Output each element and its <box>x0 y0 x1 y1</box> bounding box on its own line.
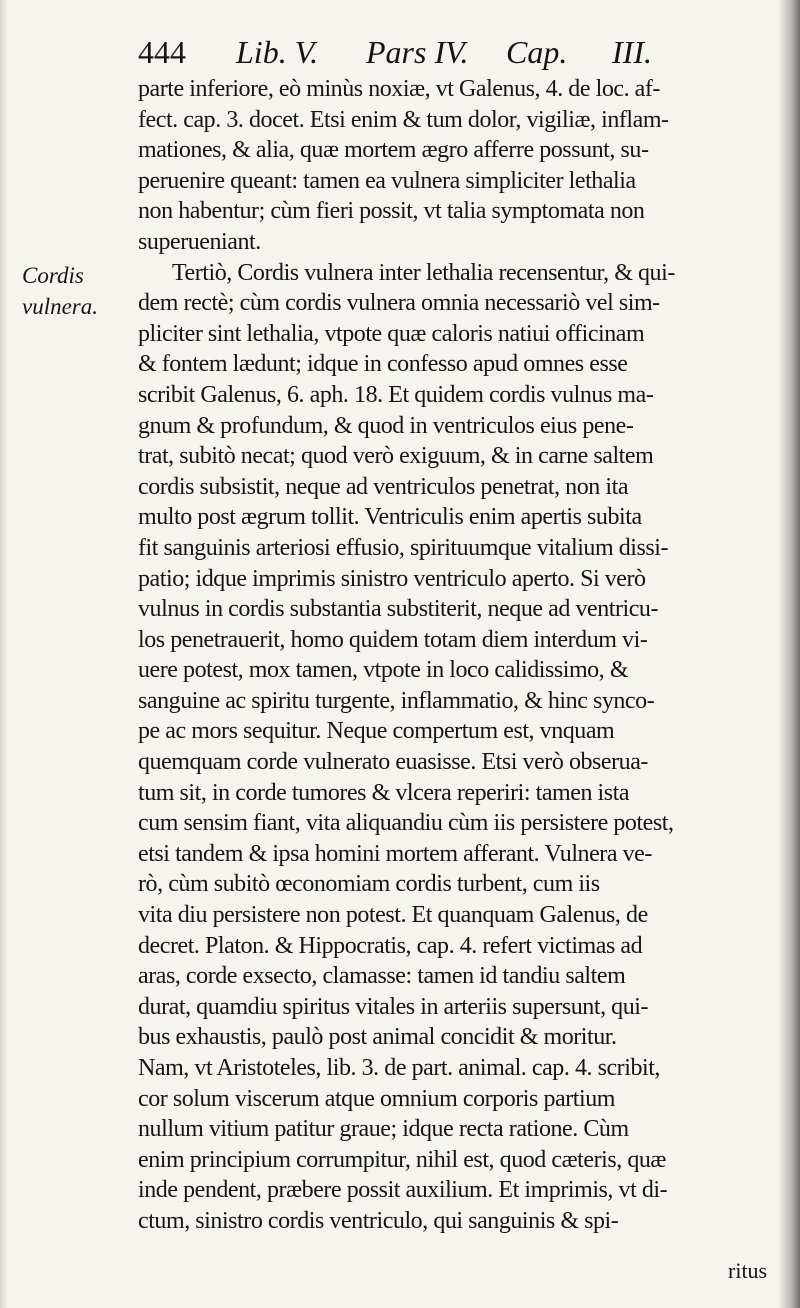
body-text <box>138 74 778 1237</box>
text-line: vita diu persistere non potest. Et quanquam Galenus, de <box>138 902 648 929</box>
text-line: decret. Platon. & Hippocratis, cap. 4. refert victimas ad <box>138 932 643 959</box>
text-line: vulnus in cordis substantia substiterit, neque ad ventricu- <box>138 596 659 623</box>
text-line: rò, cùm subitò œconomiam cordis turbent, cum iis <box>138 871 600 898</box>
text-line: Tertiò, Cordis vulnera inter lethalia recensentur, & qui- <box>172 259 675 286</box>
text-line: mationes, & alia, quæ mortem ægro afferre possunt, su- <box>138 137 649 164</box>
text-line: inde pendent, præbere possit auxilium. Et imprimis, vt di- <box>138 1177 668 1204</box>
text-line: cor solum viscerum atque omnium corporis partium <box>138 1085 615 1112</box>
page-number: 444 <box>138 34 186 70</box>
catchword: ritus <box>728 1258 768 1283</box>
text-line: aras, corde exsecto, clamasse: tamen id tandiu saltem <box>138 963 626 990</box>
text-line: fect. cap. 3. docet. Etsi enim & tum dolor, vigiliæ, inflam- <box>138 106 669 133</box>
running-head <box>138 32 768 72</box>
chapter-label: Cap. <box>506 34 568 70</box>
text-line: cordis subsistit, neque ad ventriculos penetrat, non ita <box>138 473 629 500</box>
text-line: non habentur; cùm fieri possit, vt talia symptomata non <box>138 198 645 225</box>
spine-shadow <box>778 0 800 1308</box>
text-line: los penetrauerit, homo quidem totam diem interdum vi- <box>138 626 648 653</box>
text-line: parte inferiore, eò minùs noxiæ, vt Galenus, 4. de loc. af- <box>138 76 660 102</box>
text-line: Nam, vt Aristoteles, lib. 3. de part. animal. cap. 4. scribit, <box>138 1055 660 1081</box>
text-line: quemquam corde vulnerato euasisse. Etsi verò obserua- <box>138 749 648 776</box>
chapter-number: III. <box>612 34 652 70</box>
text-line: durat, quamdiu spiritus vitales in arteriis supersunt, qui- <box>138 993 649 1020</box>
margin-note-line: vulnera. <box>22 294 99 319</box>
margin-note <box>22 260 132 322</box>
text-line: bus exhaustis, paulò post animal concidit & moritur. <box>138 1024 617 1051</box>
text-line: uere potest, mox tamen, vtpote in loco calidissimo, & <box>138 657 629 684</box>
text-line: enim principium corrumpitur, nihil est, quod cæteris, quæ <box>138 1146 666 1173</box>
text-line: superueniant. <box>138 228 261 255</box>
text-line: dem rectè; cùm cordis vulnera omnia necessariò vel sim- <box>138 290 660 317</box>
text-line: peruenire queant: tamen ea vulnera simpliciter lethalia <box>138 167 636 194</box>
text-line: tum sit, in corde tumores & vlcera reperiri: tamen ista <box>138 779 630 806</box>
text-line: scribit Galenus, 6. aph. 18. Et quidem cordis vulnus ma- <box>138 381 654 408</box>
text-line: etsi tandem & ipsa homini mortem afferant. Vulnera ve- <box>138 840 652 867</box>
text-line: trat, subitò necat; quod verò exiguum, & in carne saltem <box>138 443 654 470</box>
text-line: sanguine ac spiritu turgente, inflammatio, & hinc synco- <box>138 687 655 714</box>
text-line: multo post ægrum tollit. Ventriculis enim apertis subita <box>138 504 642 531</box>
page-edge-shadow <box>0 0 8 1308</box>
text-line: fit sanguinis arteriosi effusio, spirituumque vitalium dissi- <box>138 534 669 561</box>
text-line: pe ac mors sequitur. Neque compertum est, vnquam <box>138 718 615 745</box>
text-line: nullum vitium patitur graue; idque recta ratione. Cùm <box>138 1116 629 1143</box>
book-label: Lib. V. <box>236 34 319 70</box>
text-line: patio; idque imprimis sinistro ventriculo aperto. Si verò <box>138 565 646 592</box>
text-line: gnum & profundum, & quod in ventriculos eius pene- <box>138 412 634 439</box>
text-line: ctum, sinistro cordis ventriculo, qui sanguinis & spi- <box>138 1207 619 1234</box>
text-line: & fontem lædunt; idque in confesso apud omnes esse <box>138 351 628 378</box>
text-line: pliciter sint lethalia, vtpote quæ caloris natiui officinam <box>138 320 645 347</box>
part-label: Pars IV. <box>366 34 469 70</box>
text-line: cum sensim fiant, vita aliquandiu cùm iis persistere potest, <box>138 810 674 837</box>
margin-note-line: Cordis <box>22 263 84 288</box>
